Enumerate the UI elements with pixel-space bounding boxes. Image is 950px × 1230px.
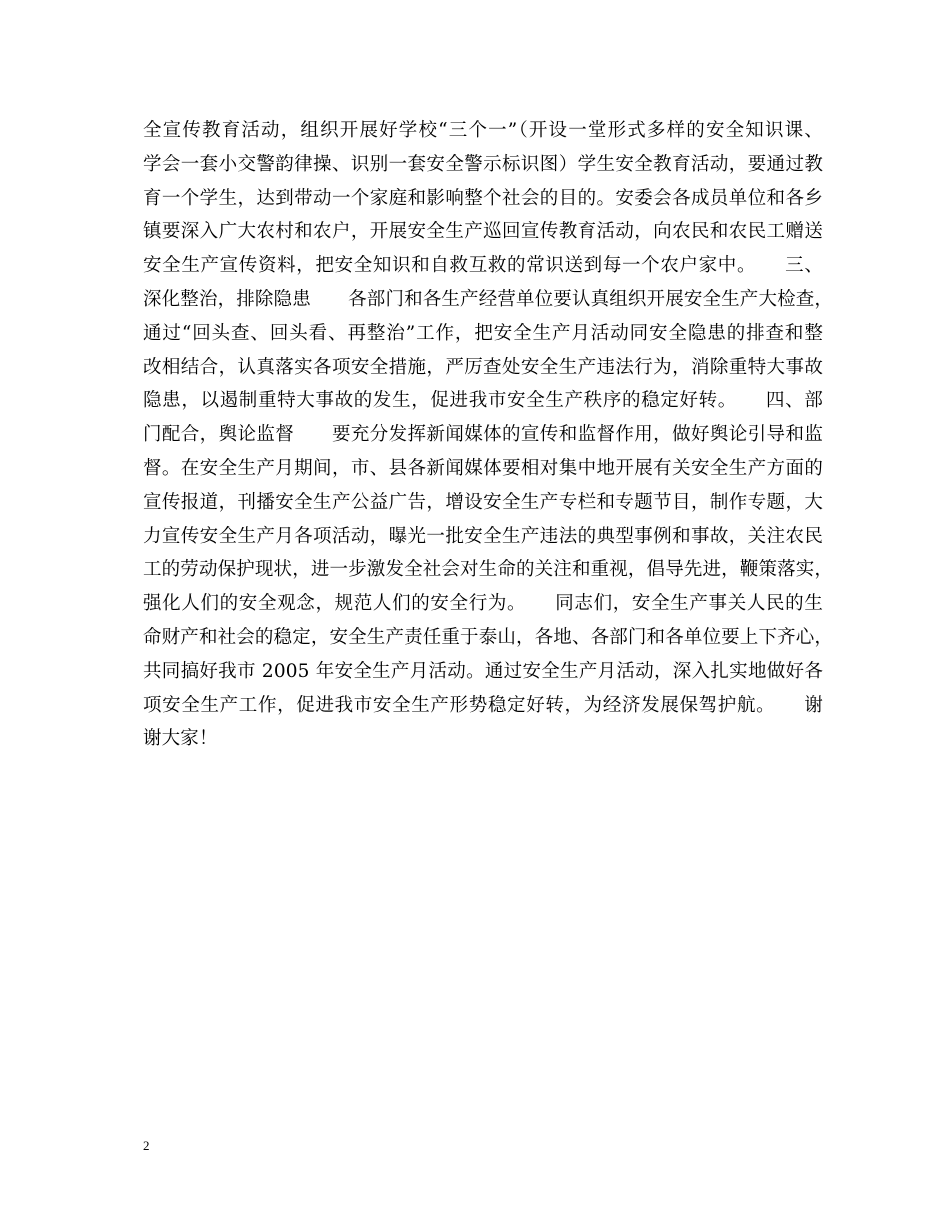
text-line: 宣传报道，刊播安全生产公益广告，增设安全生产专栏和专题节目，制作专题，大 — [143, 491, 823, 513]
text-line: 镇要深入广大农村和农户，开展安全生产巡回宣传教育活动，向农民和农民工赠送 — [143, 221, 823, 243]
text-line: 安全生产宣传资料，把安全知识和自救互救的常识送到每一个农户家中。 三、 — [143, 255, 823, 277]
text-line: 深化整治，排除隐患 各部门和各生产经营单位要认真组织开展安全生产大检查， — [143, 288, 834, 310]
body-text — [143, 114, 834, 756]
text-line: 门配合，舆论监督 要充分发挥新闻媒体的宣传和监督作用，做好舆论引导和监 — [143, 424, 823, 446]
text-line: 命财产和社会的稳定，安全生产责任重于泰山，各地、各部门和各单位要上下齐心， — [143, 626, 834, 648]
text-line: 工的劳动保护现状，进一步激发全社会对生命的关注和重视，倡导先进，鞭策落实， — [143, 559, 834, 581]
text-line: 育一个学生，达到带动一个家庭和影响整个社会的目的。安委会各成员单位和各乡 — [143, 187, 823, 209]
page-number: 2 — [143, 1138, 150, 1153]
text-line: 共同搞好我市 2005 年安全生产月活动。通过安全生产月活动，深入扎实地做好各 — [143, 660, 823, 682]
text-line: 通过“回头查、回头看、再整治”工作，把安全生产月活动同安全隐患的排查和整 — [143, 322, 823, 344]
text-line: 谢大家！ — [143, 728, 218, 750]
text-line: 隐患，以遏制重特大事故的发生，促进我市安全生产秩序的稳定好转。 四、部 — [143, 390, 823, 412]
text-line: 全宣传教育活动，组织开展好学校“三个一”（开设一堂形式多样的安全知识课、 — [143, 120, 823, 141]
text-line: 督。在安全生产月期间，市、县各新闻媒体要相对集中地开展有关安全生产方面的 — [143, 457, 823, 479]
text-line: 改相结合，认真落实各项安全措施，严厉查处安全生产违法行为，消除重特大事故 — [143, 356, 823, 378]
text-line: 项安全生产工作，促进我市安全生产形势稳定好转，为经济发展保驾护航。 谢 — [143, 694, 823, 716]
text-line: 强化人们的安全观念，规范人们的安全行为。 同志们，安全生产事关人民的生 — [143, 593, 823, 615]
text-line: 力宣传安全生产月各项活动，曝光一批安全生产违法的典型事例和事故，关注农民 — [143, 525, 823, 547]
text-line: 学会一套小交警韵律操、识别一套安全警示标识图）学生安全教育活动，要通过教 — [143, 153, 823, 175]
